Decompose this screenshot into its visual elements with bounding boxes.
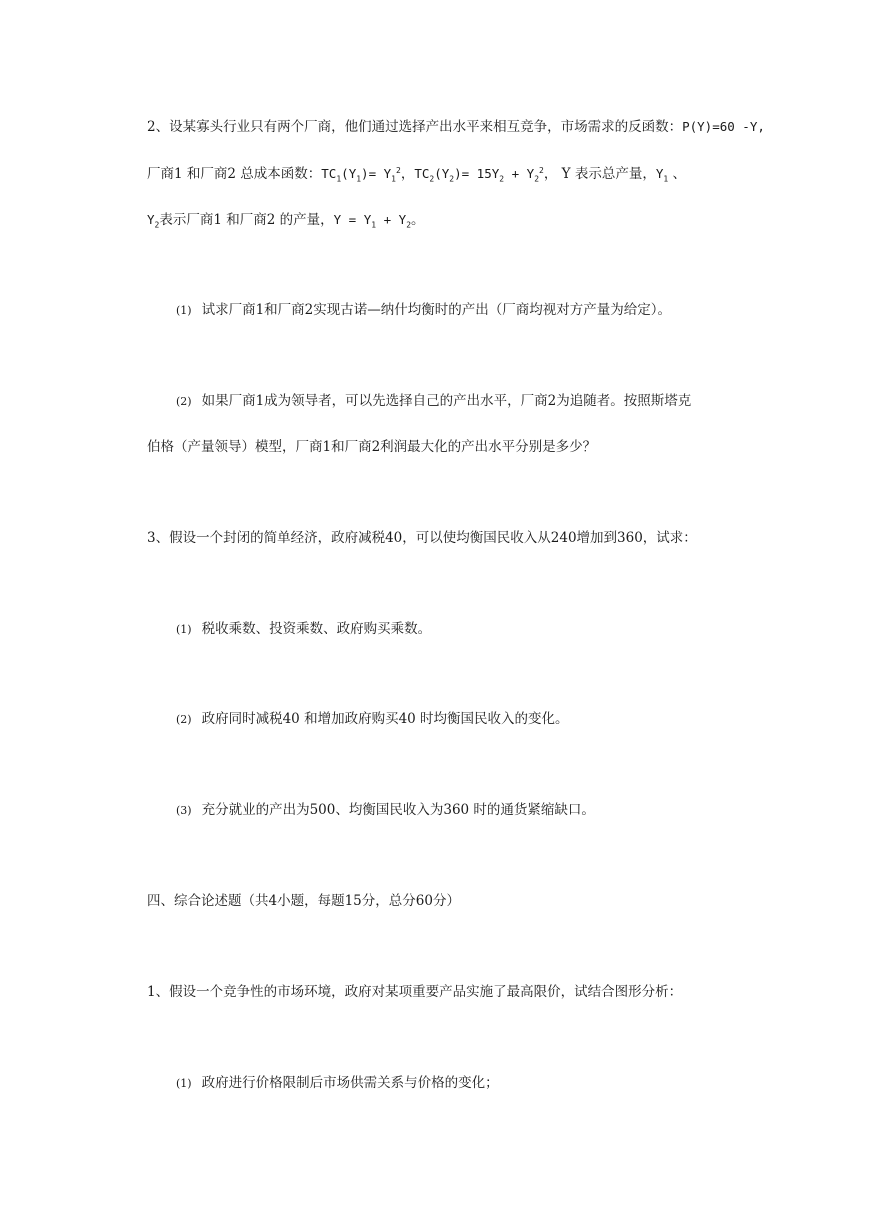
q2-intro-line-3: $Y_2$表示厂商1 和厂商2 的产量，$Y = Y_1 + Y_2$。 [147, 212, 425, 230]
s4-q1-intro [147, 982, 682, 1002]
item-number: (2) [176, 713, 192, 726]
q2-intro-line-1 [147, 117, 765, 137]
section-4-heading [147, 891, 460, 911]
s4-q1-part-1 [176, 1073, 499, 1094]
item-text: 充分就业的产出为500、均衡国民收入为360 时的通货紧缩缺口。 [201, 802, 595, 818]
q2-part-2-line-1 [176, 391, 691, 412]
cost-function-2: $TC_2(Y_2)= 15Y_2 + Y_2^2$ [414, 165, 544, 184]
item-number: (3) [176, 804, 192, 817]
q3-text: 3、假设一个封闭的简单经济，政府减税40，可以使均衡国民收入从240增加到360，试求： [147, 530, 697, 546]
item-text: 如果厂商1成为领导者，可以先选择自己的产出水平，厂商2为追随者。按照斯塔克 [201, 393, 692, 409]
cost-function-label: 厂商1 和厂商2 总成本函数： [147, 166, 322, 182]
item-text: 政府同时减税40 和增加政府购买40 时均衡国民收入的变化。 [201, 711, 569, 727]
item-text: 试求厂商1和厂商2实现古诺—纳什均衡时的产出（厂商均视对方产量为给定）。 [201, 302, 672, 318]
q2-intro-line-2: 厂商1 和厂商2 总成本函数：$TC_1(Y_1)= Y_1^2$，$TC_2(Y_2)= 15Y_2 + Y_2^2$， Y 表示总产量，$Y_1$ 、 [147, 165, 686, 184]
item-text-continued: 伯格（产量领导）模型，厂商1和厂商2利润最大化的产出水平分别是多少？ [147, 439, 597, 455]
item-number: (1) [176, 623, 192, 636]
q2-intro-text: 2、设某寡头行业只有两个厂商，他们通过选择产出水平来相互竞争，市场需求的反函数： [147, 119, 683, 135]
item-number: (1) [176, 304, 192, 317]
q3-intro [147, 528, 697, 548]
item-number: (2) [176, 395, 192, 408]
q2-part-2-line-2 [147, 437, 596, 457]
item-text: 政府进行价格限制后市场供需关系与价格的变化； [201, 1075, 499, 1091]
section-heading-text: 四、综合论述题（共4小题，每题15分，总分60分） [147, 893, 460, 909]
q3-part-3 [176, 800, 595, 821]
s4-q1-text: 1、假设一个竞争性的市场环境，政府对某项重要产品实施了最高限价，试结合图形分析： [147, 984, 683, 1000]
q3-part-2 [176, 709, 569, 730]
cost-function-1: $TC_1(Y_1)= Y_1^2$ [321, 165, 401, 184]
item-text: 税收乘数、投资乘数、政府购买乘数。 [201, 621, 432, 637]
item-number: (1) [176, 1077, 192, 1090]
q3-part-1 [176, 619, 431, 640]
demand-function: P(Y)=60 -Y, [682, 119, 765, 134]
total-output-equation: $Y = Y_1 + Y_2$ [333, 212, 412, 230]
q2-part-1 [176, 300, 671, 321]
